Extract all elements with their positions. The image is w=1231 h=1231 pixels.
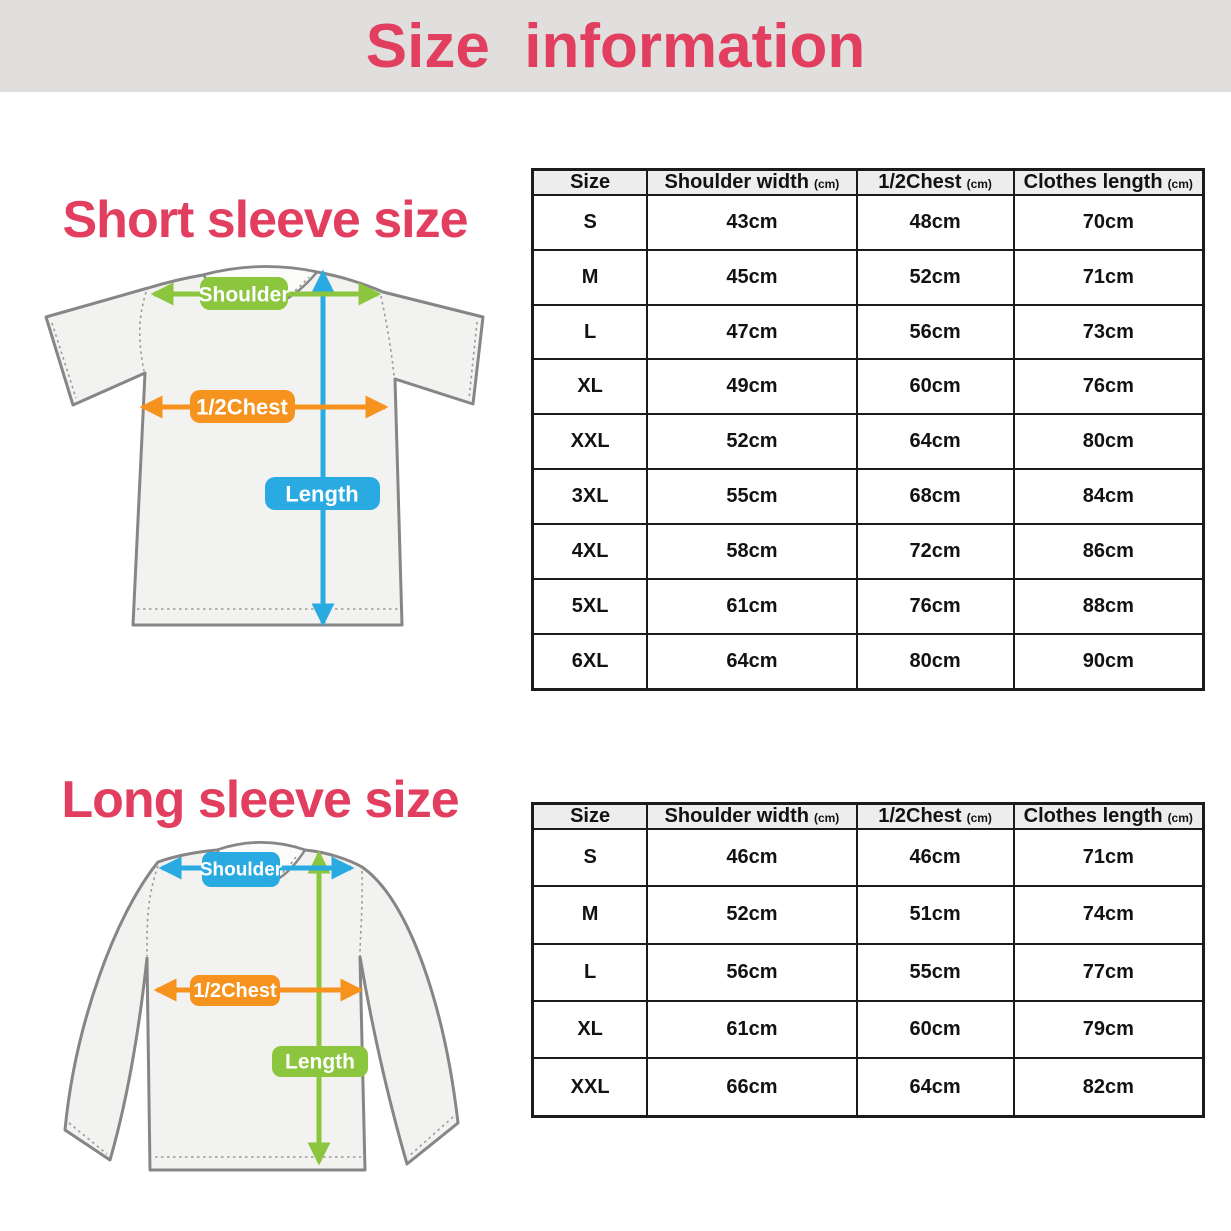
shoulder-label-text: Shoulder — [198, 283, 290, 307]
long-sleeve-diagram — [55, 830, 525, 1220]
column-header: Clothes length (cm) — [1014, 170, 1204, 196]
shoulder-label-text: Shoulder — [199, 859, 283, 881]
table-row — [533, 829, 1204, 886]
long-sleeve-table — [531, 802, 1205, 1118]
table-cell: L — [533, 944, 648, 1001]
table-row — [533, 944, 1204, 1001]
table-cell: XL — [533, 359, 648, 414]
long-shirt-outline — [65, 843, 458, 1171]
table-cell: XL — [533, 1001, 648, 1058]
long-sleeve-heading: Long sleeve size — [61, 771, 459, 829]
table-row — [533, 195, 1204, 250]
table-cell: 76cm — [1014, 359, 1204, 414]
table-row — [533, 359, 1204, 414]
table-cell: 45cm — [647, 250, 856, 305]
table-cell: 49cm — [647, 359, 856, 414]
table-cell: 55cm — [647, 469, 856, 524]
table-cell: 64cm — [647, 634, 856, 690]
table-cell: 6XL — [533, 634, 648, 690]
table-cell: 73cm — [1014, 305, 1204, 360]
table-cell: M — [533, 250, 648, 305]
unit-label: (cm) — [966, 811, 992, 825]
table-cell: 71cm — [1014, 250, 1204, 305]
table-cell: 86cm — [1014, 524, 1204, 579]
table-cell: 79cm — [1014, 1001, 1204, 1058]
table-cell: 68cm — [857, 469, 1014, 524]
table-cell: 77cm — [1014, 944, 1204, 1001]
table-cell: 56cm — [857, 305, 1014, 360]
table-cell: S — [533, 829, 648, 886]
table-cell: 90cm — [1014, 634, 1204, 690]
table-row — [533, 250, 1204, 305]
column-header: Clothes length (cm) — [1014, 804, 1204, 830]
table-cell: 48cm — [857, 195, 1014, 250]
table-cell: S — [533, 195, 648, 250]
table-cell: M — [533, 886, 648, 943]
table-header-row — [533, 170, 1204, 196]
column-header: Size — [533, 804, 648, 830]
table-row — [533, 305, 1204, 360]
table-cell: 60cm — [857, 359, 1014, 414]
column-header: 1/2Chest (cm) — [857, 170, 1014, 196]
table-cell: 52cm — [647, 414, 856, 469]
chest-label-text: 1/2Chest — [196, 394, 288, 420]
table-cell: 76cm — [857, 579, 1014, 634]
table-row — [533, 1058, 1204, 1116]
table-cell: 52cm — [857, 250, 1014, 305]
length-label-text: Length — [285, 481, 359, 507]
column-header: 1/2Chest (cm) — [857, 804, 1014, 830]
unit-label: (cm) — [966, 177, 992, 191]
table-cell: 70cm — [1014, 195, 1204, 250]
table-cell: 64cm — [857, 414, 1014, 469]
table-cell: 55cm — [857, 944, 1014, 1001]
short-sleeve-heading: Short sleeve size — [62, 191, 468, 249]
table-row — [533, 414, 1204, 469]
table-header-row — [533, 804, 1204, 830]
column-header: Size — [533, 170, 648, 196]
table-cell: L — [533, 305, 648, 360]
page-title: Size information — [365, 11, 866, 81]
table-cell: 64cm — [857, 1058, 1014, 1116]
table-cell: 61cm — [647, 579, 856, 634]
length-label-text: Length — [285, 1050, 355, 1074]
table-cell: 82cm — [1014, 1058, 1204, 1116]
table-cell: 88cm — [1014, 579, 1204, 634]
unit-label: (cm) — [813, 177, 840, 191]
table-cell: 43cm — [647, 195, 856, 250]
table-cell: 46cm — [857, 829, 1014, 886]
unit-label: (cm) — [1167, 177, 1193, 191]
table-cell: 56cm — [647, 944, 856, 1001]
table-cell: 66cm — [647, 1058, 856, 1116]
table-cell: 3XL — [533, 469, 648, 524]
table-cell: 58cm — [647, 524, 856, 579]
chest-label-text: 1/2Chest — [193, 980, 277, 1002]
tshirt-outline — [46, 267, 483, 625]
table-cell: 4XL — [533, 524, 648, 579]
table-row — [533, 524, 1204, 579]
short-sleeve-table — [531, 168, 1205, 691]
table-cell: 80cm — [1014, 414, 1204, 469]
table-cell: 71cm — [1014, 829, 1204, 886]
column-header: Shoulder width (cm) — [647, 804, 856, 830]
short-sleeve-diagram — [30, 255, 510, 655]
table-cell: 74cm — [1014, 886, 1204, 943]
table-cell: XXL — [533, 1058, 648, 1116]
table-cell: 84cm — [1014, 469, 1204, 524]
table-row — [533, 469, 1204, 524]
title-banner — [0, 0, 1231, 92]
table-cell: 72cm — [857, 524, 1014, 579]
table-cell: 47cm — [647, 305, 856, 360]
table-row — [533, 1001, 1204, 1058]
table-cell: 51cm — [857, 886, 1014, 943]
table-cell: 5XL — [533, 579, 648, 634]
table-cell: 46cm — [647, 829, 856, 886]
table-cell: 52cm — [647, 886, 856, 943]
table-row — [533, 634, 1204, 690]
unit-label: (cm) — [1167, 811, 1193, 825]
table-row — [533, 886, 1204, 943]
table-cell: XXL — [533, 414, 648, 469]
table-cell: 60cm — [857, 1001, 1014, 1058]
column-header: Shoulder width (cm) — [647, 170, 856, 196]
table-row — [533, 579, 1204, 634]
unit-label: (cm) — [813, 811, 840, 825]
table-cell: 61cm — [647, 1001, 856, 1058]
table-cell: 80cm — [857, 634, 1014, 690]
